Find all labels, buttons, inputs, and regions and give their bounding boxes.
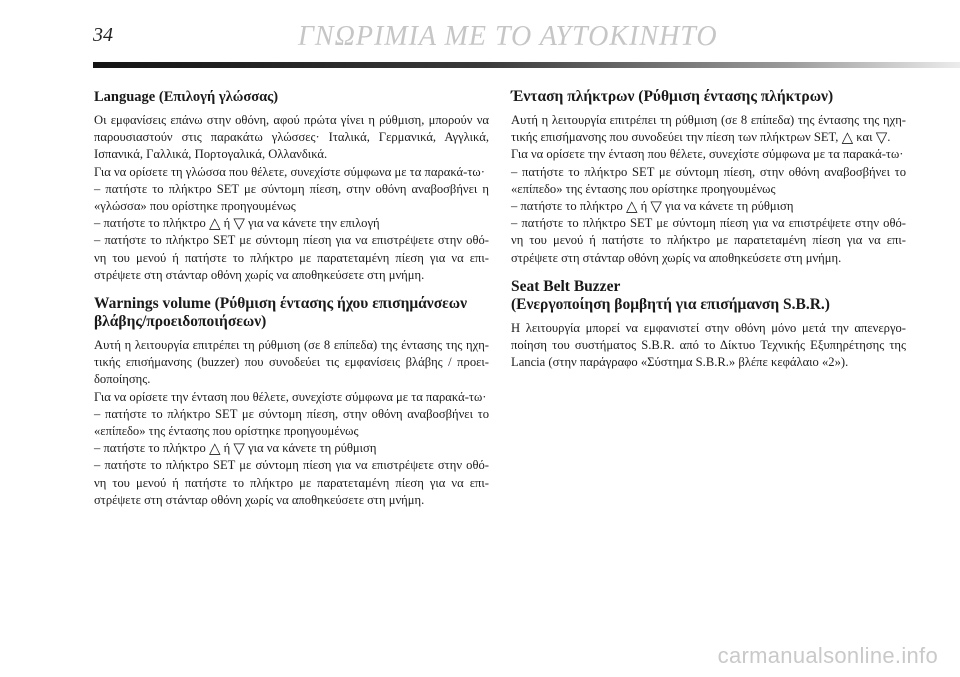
warnings-step-2	[94, 440, 489, 457]
language-step-2	[94, 215, 489, 232]
keys-volume-paragraph-1	[511, 112, 906, 146]
keys-volume-step-2-or: ή	[640, 199, 648, 214]
up-arrow-icon: △	[625, 199, 638, 216]
warnings-step-1: – πατήστε το πλήκτρο SET με σύντομη πίεση, στην οθόνη αναβοσβήνει το «επίπεδο» της έντασης που ορίστηκε προηγουμένως	[94, 406, 489, 439]
up-arrow-icon: △	[208, 216, 221, 233]
language-paragraph-2: Για να ορίσετε τη γλώσσα που θέλετε, συνεχίστε σύμφωνα με τα παρακά-τω·	[94, 164, 485, 179]
right-column	[511, 88, 906, 382]
page-number: 34	[93, 24, 113, 46]
keys-volume-step-2	[511, 198, 906, 215]
keys-volume-paragraph-2: Για να ορίσετε την ένταση που θέλετε, συνεχίστε σύμφωνα με τα παρακά-τω·	[511, 147, 904, 162]
header-rule	[93, 62, 960, 68]
keys-volume-heading: Ένταση πλήκτρων (Ρύθμιση έντασης πλήκτρων)	[511, 88, 834, 105]
warnings-paragraph-1: Αυτή η λειτουργία επιτρέπει τη ρύθμιση (σε 8 επίπεδα) της έντασης της ηχη-τικής επισήμανσης (buzzer) που συνοδεύει τις εμφανίσεις βλάβης / προει-δοποίησης.	[94, 338, 489, 387]
keys-volume-p1-post: .	[887, 130, 891, 145]
language-heading: Language (Επιλογή γλώσσας)	[94, 89, 279, 105]
keys-volume-step-2-post: για να κάνετε τη ρύθμιση	[665, 199, 794, 214]
warnings-heading: Warnings volume (Ρύθμιση έντασης ήχου επισημάνσεων βλάβης/προειδοποιήσεων)	[94, 295, 468, 331]
warnings-step-3: – πατήστε το πλήκτρο SET με σύντομη πίεση για να επιστρέψετε στην οθό-νη του μενού ή πατήστε το πλήκτρο με παρατεταμένη πίεση για να επι-στρέψετε στη στάνταρ οθόνη χωρίς να αποθηκεύσετε στη μνήμη.	[94, 458, 489, 507]
warnings-paragraph-2: Για να ορίσετε την ένταση που θέλετε, συνεχίστε σύμφωνα με τα παρακά-τω·	[94, 389, 487, 404]
chapter-title: ΓΝΩΡΙΜΙΑ ΜΕ ΤΟ ΑΥΤΟΚΙΝΗΤΟ	[298, 21, 718, 52]
down-arrow-icon: ▽	[875, 130, 888, 147]
language-step-2-or: ή	[223, 216, 231, 231]
language-section	[94, 88, 489, 284]
warnings-step-2-post: για να κάνετε τη ρύθμιση	[248, 441, 377, 456]
down-arrow-icon: ▽	[233, 216, 245, 233]
down-arrow-icon: ▽	[233, 441, 245, 458]
seat-belt-buzzer-title-line1: Seat Belt Buzzer	[511, 277, 621, 295]
keys-volume-step-3: – πατήστε το πλήκτρο SET με σύντομη πίεση για να επιστρέψετε στην οθό-νη του μενού ή πατήστε το πλήκτρο με παρατεταμένη πίεση για να επι-στρέψετε στη στάνταρ οθόνη χωρίς να αποθηκεύσετε στη μνήμη.	[511, 216, 906, 265]
left-column	[94, 88, 489, 520]
language-step-3: – πατήστε το πλήκτρο SET με σύντομη πίεση για να επιστρέψετε στην οθό-νη του μενού ή πατήστε το πλήκτρο με παρατεταμένη πίεση για να επι-στρέψετε στη στάνταρ οθόνη χωρίς να αποθηκεύσετε στη μνήμη.	[94, 233, 489, 282]
warnings-step-2-pre: – πατήστε το πλήκτρο	[94, 441, 206, 456]
seat-belt-buzzer-title-line2: (Ενεργοποίηση βομβητή για επισήμανση S.B.R.)	[511, 295, 830, 313]
warnings-section	[94, 295, 489, 509]
up-arrow-icon: △	[841, 130, 854, 147]
seat-belt-buzzer-heading	[511, 278, 906, 314]
keys-volume-p1-and: και	[856, 130, 873, 145]
watermark: carmanualsonline.info	[717, 643, 938, 668]
warnings-step-2-or: ή	[223, 441, 231, 456]
keys-volume-p1-pre: Αυτή η λειτουργία επιτρέπει τη ρύθμιση (σε 8 επίπεδα) της έντασης της ηχη-τικής επισήμανσης που συνοδεύει την πίεση των πλήκτρων SET,	[511, 113, 906, 145]
keys-volume-section	[511, 88, 906, 267]
keys-volume-step-1: – πατήστε το πλήκτρο SET με σύντομη πίεση, στην οθόνη αναβοσβήνει το «επίπεδο» της έντασης που ορίστηκε προηγουμένως	[511, 164, 906, 196]
seat-belt-buzzer-section	[511, 278, 906, 372]
language-step-1: – πατήστε το πλήκτρο SET με σύντομη πίεση, στην οθόνη αναβοσβήνει η «γλώσσα» που ορίστηκε προηγουμένως	[94, 181, 489, 214]
down-arrow-icon: ▽	[650, 199, 662, 216]
up-arrow-icon: △	[208, 441, 221, 458]
keys-volume-step-2-pre: – πατήστε το πλήκτρο	[511, 199, 623, 214]
language-paragraph-1: Οι εμφανίσεις επάνω στην οθόνη, αφού πρώτα γίνει η ρύθμιση, μπορούν να παρουσιαστούν στις παρακάτω γλώσσες· Ιταλικά, Γερμανικά, Αγγλικά, Ισπανικά, Γαλλικά, Πορτογαλικά, Ολλανδικά.	[94, 113, 489, 162]
seat-belt-buzzer-paragraph: Η λειτουργία μπορεί να εμφανιστεί στην οθόνη μόνο μετά την απενεργο-ποίηση του συστήματος S.B.R. από το Δίκτυο Τεχνικής Εξυπηρέτησης της Lancia (στην παράγραφο «Σύστημα S.B.R.» βλέπε κεφάλαιο «2»).	[511, 320, 906, 370]
language-step-2-post: για να κάνετε την επιλογή	[248, 216, 380, 231]
language-step-2-pre: – πατήστε το πλήκτρο	[94, 216, 206, 231]
